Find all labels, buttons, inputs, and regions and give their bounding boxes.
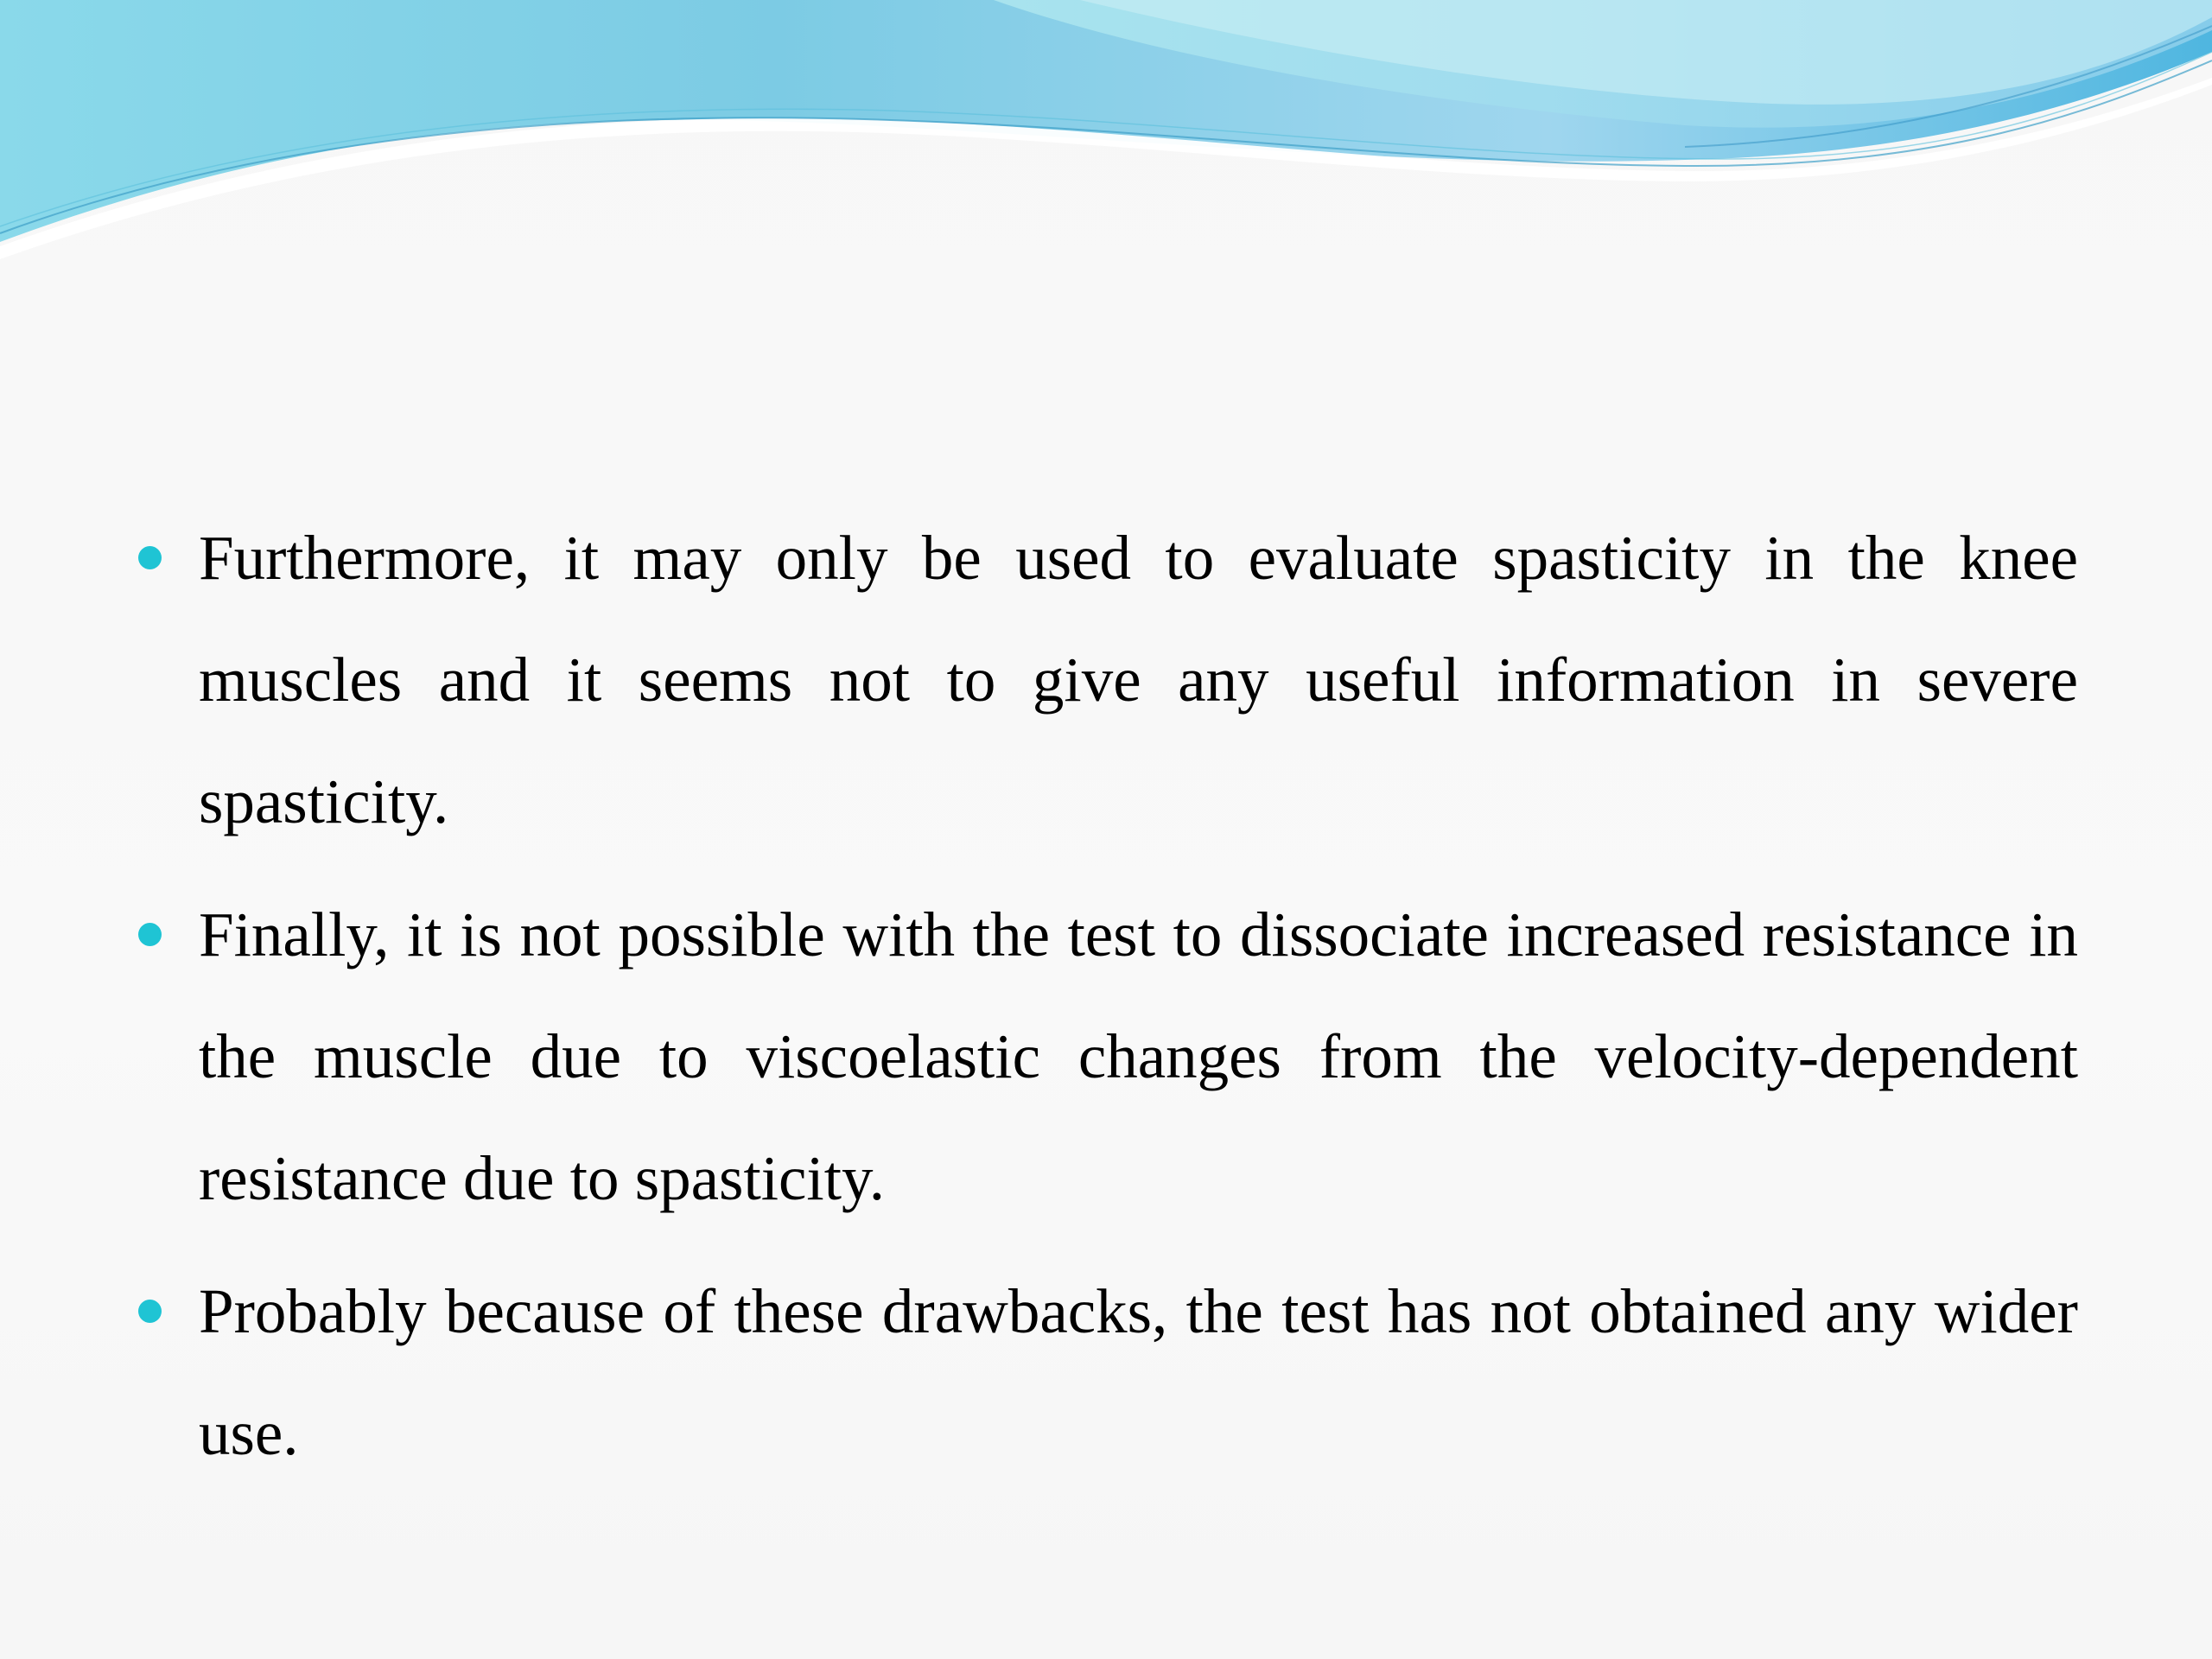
bullet-dot-icon: [138, 923, 162, 946]
bullet-list: [138, 497, 2078, 1494]
bullet-text: Furthermore, it may only be used to evaluate spasticity in the knee muscles and it seems not to give any useful information in severe spasticity.: [199, 523, 2078, 836]
bullet-text: Probably because of these drawbacks, the test has not obtained any wider use.: [199, 1276, 2078, 1468]
bullet-item: [138, 874, 2078, 1239]
bullet-item: [138, 497, 2078, 862]
bullet-text: Finally, it is not possible with the test to dissociate increased resistance in the muscle due to viscoelastic changes from the velocity-dependent resistance due to spasticity.: [199, 899, 2078, 1213]
bullet-item: [138, 1250, 2078, 1494]
bullet-dot-icon: [138, 546, 162, 569]
content-area: [138, 497, 2078, 1505]
bullet-dot-icon: [138, 1300, 162, 1323]
header-wave-decoration: [0, 0, 2212, 259]
